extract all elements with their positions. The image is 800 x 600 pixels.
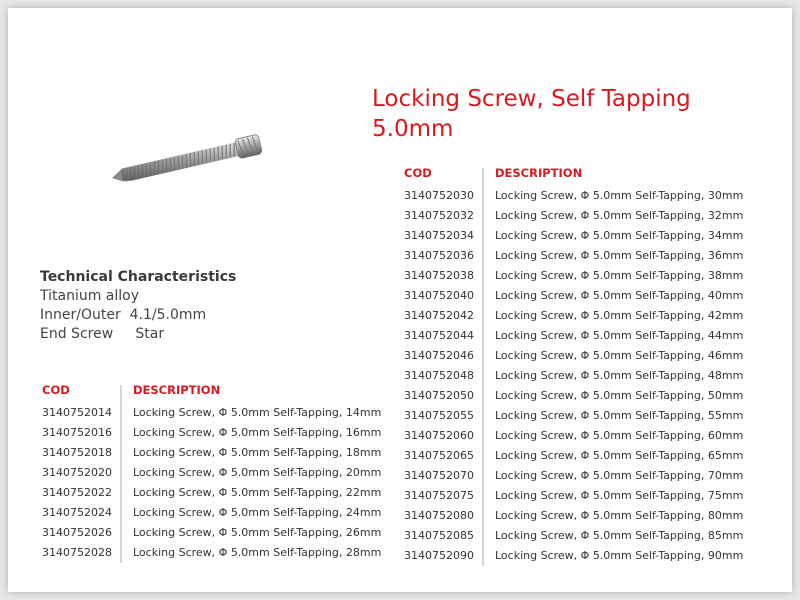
product-description: Locking Screw, Φ 5.0mm Self-Tapping, 46mm bbox=[495, 349, 744, 362]
product-code: 3140752016 bbox=[42, 426, 112, 439]
product-description: Locking Screw, Φ 5.0mm Self-Tapping, 90mm bbox=[495, 549, 744, 562]
product-description: Locking Screw, Φ 5.0mm Self-Tapping, 85mm bbox=[495, 529, 744, 542]
product-description: Locking Screw, Φ 5.0mm Self-Tapping, 36mm bbox=[495, 249, 744, 262]
tech-inner-outer-label: Inner/Outer bbox=[40, 307, 121, 323]
column-header-description: DESCRIPTION bbox=[133, 383, 221, 397]
product-code: 3140752020 bbox=[42, 466, 112, 479]
column-divider bbox=[120, 385, 122, 563]
product-code: 3140752060 bbox=[404, 429, 474, 442]
column-header-cod: COD bbox=[42, 383, 70, 397]
product-code: 3140752055 bbox=[404, 409, 474, 422]
product-description: Locking Screw, Φ 5.0mm Self-Tapping, 28mm bbox=[133, 546, 382, 559]
product-description: Locking Screw, Φ 5.0mm Self-Tapping, 14mm bbox=[133, 406, 382, 419]
product-description: Locking Screw, Φ 5.0mm Self-Tapping, 70mm bbox=[495, 469, 744, 482]
product-description: Locking Screw, Φ 5.0mm Self-Tapping, 24mm bbox=[133, 506, 382, 519]
product-code: 3140752022 bbox=[42, 486, 112, 499]
page-title bbox=[372, 84, 691, 144]
column-header-description: DESCRIPTION bbox=[495, 166, 583, 180]
product-code: 3140752044 bbox=[404, 329, 474, 342]
product-description: Locking Screw, Φ 5.0mm Self-Tapping, 18mm bbox=[133, 446, 382, 459]
column-divider bbox=[482, 168, 484, 566]
tech-heading: Technical Characteristics bbox=[40, 269, 237, 285]
product-description: Locking Screw, Φ 5.0mm Self-Tapping, 40mm bbox=[495, 289, 744, 302]
product-description: Locking Screw, Φ 5.0mm Self-Tapping, 22mm bbox=[133, 486, 382, 499]
product-description: Locking Screw, Φ 5.0mm Self-Tapping, 44mm bbox=[495, 329, 744, 342]
product-code: 3140752070 bbox=[404, 469, 474, 482]
product-description: Locking Screw, Φ 5.0mm Self-Tapping, 50mm bbox=[495, 389, 744, 402]
product-description: Locking Screw, Φ 5.0mm Self-Tapping, 42mm bbox=[495, 309, 744, 322]
product-code: 3140752024 bbox=[42, 506, 112, 519]
product-code: 3140752018 bbox=[42, 446, 112, 459]
column-header-cod: COD bbox=[404, 166, 432, 180]
product-code: 3140752034 bbox=[404, 229, 474, 242]
product-code: 3140752085 bbox=[404, 529, 474, 542]
product-code: 3140752032 bbox=[404, 209, 474, 222]
product-code: 3140752090 bbox=[404, 549, 474, 562]
product-description: Locking Screw, Φ 5.0mm Self-Tapping, 75mm bbox=[495, 489, 744, 502]
tech-material: Titanium alloy bbox=[40, 288, 140, 304]
product-description: Locking Screw, Φ 5.0mm Self-Tapping, 16mm bbox=[133, 426, 382, 439]
product-code: 3140752046 bbox=[404, 349, 474, 362]
product-description: Locking Screw, Φ 5.0mm Self-Tapping, 65mm bbox=[495, 449, 744, 462]
tech-end-screw-label: End Screw bbox=[40, 326, 114, 342]
product-code: 3140752075 bbox=[404, 489, 474, 502]
product-description: Locking Screw, Φ 5.0mm Self-Tapping, 80mm bbox=[495, 509, 744, 522]
product-code: 3140752040 bbox=[404, 289, 474, 302]
product-code: 3140752042 bbox=[404, 309, 474, 322]
product-code: 3140752038 bbox=[404, 269, 474, 282]
product-code: 3140752028 bbox=[42, 546, 112, 559]
product-code: 3140752014 bbox=[42, 406, 112, 419]
product-code: 3140752048 bbox=[404, 369, 474, 382]
tech-inner-outer-value: 4.1/5.0mm bbox=[129, 307, 207, 323]
product-description: Locking Screw, Φ 5.0mm Self-Tapping, 20mm bbox=[133, 466, 382, 479]
tech-end-screw-value: Star bbox=[135, 326, 165, 342]
tech-inner-outer bbox=[40, 306, 236, 325]
tech-end-screw bbox=[40, 325, 236, 344]
product-description: Locking Screw, Φ 5.0mm Self-Tapping, 60mm bbox=[495, 429, 744, 442]
product-code: 3140752030 bbox=[404, 189, 474, 202]
product-description: Locking Screw, Φ 5.0mm Self-Tapping, 30mm bbox=[495, 189, 744, 202]
product-description: Locking Screw, Φ 5.0mm Self-Tapping, 34mm bbox=[495, 229, 744, 242]
product-description: Locking Screw, Φ 5.0mm Self-Tapping, 55mm bbox=[495, 409, 744, 422]
product-code: 3140752036 bbox=[404, 249, 474, 262]
title-line-2: 5.0mm bbox=[372, 116, 454, 142]
product-code: 3140752065 bbox=[404, 449, 474, 462]
product-description: Locking Screw, Φ 5.0mm Self-Tapping, 48mm bbox=[495, 369, 744, 382]
product-code: 3140752050 bbox=[404, 389, 474, 402]
technical-characteristics bbox=[40, 267, 236, 344]
title-line-1: Locking Screw, Self Tapping bbox=[372, 86, 691, 112]
product-code: 3140752080 bbox=[404, 509, 474, 522]
product-description: Locking Screw, Φ 5.0mm Self-Tapping, 32mm bbox=[495, 209, 744, 222]
product-code: 3140752026 bbox=[42, 526, 112, 539]
screw-image bbox=[100, 120, 280, 200]
product-description: Locking Screw, Φ 5.0mm Self-Tapping, 38mm bbox=[495, 269, 744, 282]
product-description: Locking Screw, Φ 5.0mm Self-Tapping, 26mm bbox=[133, 526, 382, 539]
